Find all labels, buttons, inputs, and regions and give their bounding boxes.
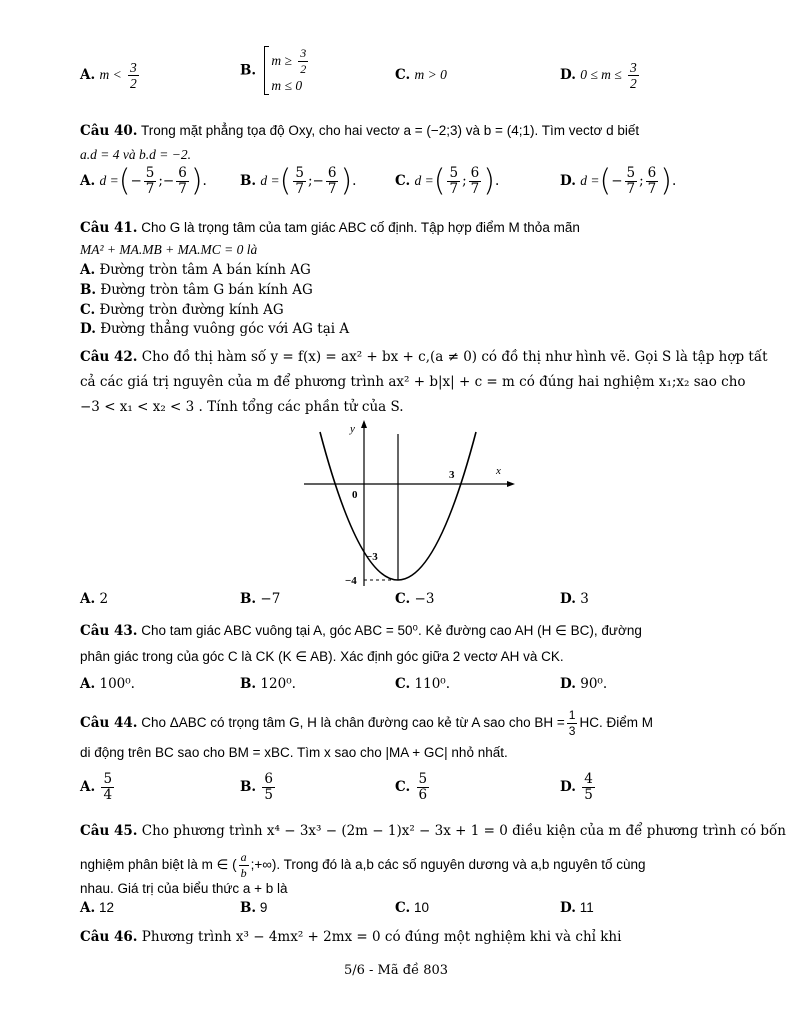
q41-text-line-2: MA² + MA.MB + MA.MC = 0 là xyxy=(80,242,258,257)
option-text: Đường tròn tâm A bán kính AG xyxy=(99,262,311,278)
sign: − xyxy=(312,173,324,189)
option-text: 2 xyxy=(99,591,109,607)
question-text: Trong mặt phẳng tọa độ Oxy, cho hai vectơ a = (−2;3) và b = (4;1). Tìm vectơ d biết xyxy=(141,123,640,138)
option-prefix: d = xyxy=(99,173,119,188)
option-label: C. xyxy=(395,67,411,83)
numerator: 1 xyxy=(568,708,576,722)
numerator: 3 xyxy=(130,60,137,75)
option-label: C. xyxy=(395,676,411,692)
q45-option-c xyxy=(395,899,429,917)
numerator: 5 xyxy=(418,771,428,787)
q43-text-line-1 xyxy=(80,622,712,640)
q42-text-line-1 xyxy=(80,348,768,366)
numerator: 5 xyxy=(295,165,304,181)
label-y: y xyxy=(350,423,355,435)
numerator: 3 xyxy=(629,60,637,75)
fraction xyxy=(447,166,460,197)
numerator: 4 xyxy=(584,771,593,787)
option-text: 0 ≤ m ≤ xyxy=(580,67,622,82)
option-text: 90⁰. xyxy=(580,676,608,692)
question-number: Câu 44. xyxy=(80,715,138,732)
q41-option-b xyxy=(80,281,712,299)
option-text: 100⁰. xyxy=(99,676,135,692)
q43-option-a xyxy=(80,675,135,693)
option-label: D. xyxy=(560,173,576,189)
option-prefix: d = xyxy=(414,173,434,188)
question-number: Câu 46. xyxy=(80,929,138,945)
denominator: 2 xyxy=(629,76,637,91)
numerator: 5 xyxy=(145,165,155,181)
question-text: nghiệm phân biệt là m ∈ ( xyxy=(80,857,237,873)
option-label: A. xyxy=(80,67,96,83)
option-label: B. xyxy=(80,282,97,298)
fraction xyxy=(469,166,482,197)
option-label: D. xyxy=(560,900,576,916)
option-label: A. xyxy=(80,900,96,916)
numerator: 3 xyxy=(300,46,307,60)
fraction xyxy=(176,166,189,197)
fraction xyxy=(625,166,638,197)
numerator: 5 xyxy=(103,771,113,787)
option-label: D. xyxy=(560,67,576,83)
q43-option-b xyxy=(240,675,296,693)
question-number: Câu 41. xyxy=(80,220,138,236)
option-text: Đường thẳng vuông góc với AG tại A xyxy=(100,321,350,337)
question-text: Cho tam giác ABC vuông tại A, góc ABC = 50⁰. Kẻ đường cao AH (H ∈ BC), đường xyxy=(141,623,642,638)
question-number: Câu 40. xyxy=(80,123,138,139)
option-label: D. xyxy=(560,779,576,795)
sign: − xyxy=(162,173,175,189)
label-x: x xyxy=(496,465,501,477)
q45-option-d xyxy=(560,899,594,917)
q39-option-d xyxy=(560,60,641,91)
q40-option-a: A. d =(− $\frac{5}{7}$ ;− $\frac{6}{7}$ ). xyxy=(80,163,207,199)
fraction xyxy=(582,772,595,803)
option-prefix: d = xyxy=(580,173,600,188)
numerator: 5 xyxy=(626,165,636,181)
option-label: B. xyxy=(240,676,257,692)
denominator: 2 xyxy=(300,62,307,76)
q42-text-line-2: cả các giá trị nguyên của m để phương trình ax² + b|x| + c = m có đúng hai nghiệm x₁;x₂ sao cho xyxy=(80,374,746,390)
q44-text-line-2: di động trên BC sao cho BM = xBC. Tìm x sao cho |MA + GC| nhỏ nhất. xyxy=(80,745,508,760)
y-axis-arrow xyxy=(361,420,367,428)
q41-text-line-1 xyxy=(80,219,712,237)
q43-option-d xyxy=(560,675,607,693)
q45-text-line-2 xyxy=(80,850,712,881)
q39-option-b xyxy=(240,46,310,95)
option-label: A. xyxy=(80,173,96,189)
q42-text-line-3: −3 < x₁ < x₂ < 3 . Tính tổng các phần tử của S. xyxy=(80,399,404,415)
option-text: m < xyxy=(99,67,122,82)
question-number: Câu 42. xyxy=(80,349,138,365)
fraction xyxy=(567,708,578,739)
fraction xyxy=(262,772,275,803)
numerator: 6 xyxy=(178,165,187,181)
q44-option-a xyxy=(80,772,116,803)
label-minus3: −3 xyxy=(366,551,378,563)
option-label: C. xyxy=(395,779,411,795)
denominator: 7 xyxy=(178,181,187,197)
option-text: −7 xyxy=(260,591,281,607)
option-label: C. xyxy=(395,900,411,916)
option-label: C. xyxy=(80,302,96,318)
system-row-2: m ≤ 0 xyxy=(271,78,303,93)
option-label: A. xyxy=(80,779,96,795)
numerator: 6 xyxy=(647,165,657,181)
denominator: 7 xyxy=(647,181,657,197)
label-minus4: −4 xyxy=(345,575,357,587)
denominator: 4 xyxy=(103,787,113,803)
option-text: 11 xyxy=(579,900,594,915)
denominator: 7 xyxy=(470,181,480,197)
option-text: m > 0 xyxy=(414,67,447,82)
option-text: −3 xyxy=(414,591,435,607)
q43-option-c xyxy=(395,675,450,693)
q41-option-d xyxy=(80,320,712,338)
fraction xyxy=(298,46,308,77)
q45-option-b xyxy=(240,899,267,917)
q45-text-line-1 xyxy=(80,822,787,840)
fraction xyxy=(293,166,306,197)
option-label: D. xyxy=(80,321,96,337)
option-text: 10 xyxy=(413,900,430,915)
parabola-graph xyxy=(300,418,520,588)
fraction xyxy=(144,166,157,197)
q42-option-c xyxy=(395,590,434,608)
numerator: a xyxy=(240,850,247,864)
q42-option-a xyxy=(80,590,108,608)
fraction xyxy=(646,166,659,197)
question-text: Cho ΔABC có trọng tâm G, H là chân đường cao kẻ từ A sao cho BH = xyxy=(141,715,565,731)
option-text: 110⁰. xyxy=(414,676,450,692)
option-text: 120⁰. xyxy=(260,676,296,692)
fraction xyxy=(326,166,339,197)
q40-option-d: D. d =(− $\frac{5}{7}$ ; $\frac{6}{7}$ ). xyxy=(560,163,677,199)
denominator: b xyxy=(240,866,247,880)
q44-option-d xyxy=(560,772,597,803)
q41-option-c xyxy=(80,301,712,319)
denominator: 7 xyxy=(449,181,459,197)
denominator: 7 xyxy=(626,181,636,197)
fraction xyxy=(101,772,114,803)
option-text: 12 xyxy=(98,900,114,915)
q45-option-a xyxy=(80,899,114,917)
fraction xyxy=(239,850,249,881)
question-text: Phương trình x³ − 4mx² + 2mx = 0 có đúng một nghiệm khi và chỉ khi xyxy=(141,929,622,945)
q39-option-a xyxy=(80,60,141,91)
option-label: B. xyxy=(240,591,257,607)
question-text-post: ;+∞). Trong đó là a,b các số nguyên dương và a,b nguyên tố cùng xyxy=(250,857,646,873)
option-label: B. xyxy=(240,62,257,79)
page-footer: 5/6 - Mã đề 803 xyxy=(343,963,449,978)
option-label: C. xyxy=(395,173,411,189)
q45-text-line-3: nhau. Giá trị của biểu thức a + b là xyxy=(80,881,288,896)
denominator: 7 xyxy=(295,181,304,197)
denominator: 2 xyxy=(130,76,137,91)
denominator: 5 xyxy=(264,787,274,803)
sign: − xyxy=(130,173,142,189)
q42-option-d xyxy=(560,590,589,608)
numerator: 6 xyxy=(470,165,480,181)
fraction xyxy=(628,60,639,91)
q40-option-c: C. d =( $\frac{5}{7}$ ; $\frac{6}{7}$ ). xyxy=(395,163,500,199)
q46-text xyxy=(80,928,712,946)
q42-option-b xyxy=(240,590,280,608)
option-label: A. xyxy=(80,676,96,692)
q44-text-line-1 xyxy=(80,708,712,739)
denominator: 3 xyxy=(568,724,576,738)
question-text-post: HC. Điểm M xyxy=(579,715,653,731)
numerator: 6 xyxy=(264,771,274,787)
option-label: B. xyxy=(240,900,257,916)
denominator: 5 xyxy=(584,787,593,803)
question-text: Cho phương trình x⁴ − 3x³ − (2m − 1)x² − 3x + 1 = 0 điều kiện của m để phương trình có bốn xyxy=(141,823,787,839)
option-label: D. xyxy=(560,676,576,692)
option-label: B. xyxy=(240,173,257,189)
fraction xyxy=(417,772,430,803)
question-number: Câu 45. xyxy=(80,823,138,839)
label-origin: 0 xyxy=(352,489,358,501)
q40-text-line-1 xyxy=(80,122,712,140)
denominator: 7 xyxy=(327,181,337,197)
option-label: C. xyxy=(395,591,411,607)
x-axis-arrow xyxy=(507,481,515,487)
option-label: D. xyxy=(560,591,576,607)
option-label: B. xyxy=(240,779,257,795)
option-label: A. xyxy=(80,591,96,607)
option-prefix: d = xyxy=(260,173,280,188)
fraction xyxy=(128,60,139,91)
q44-option-c xyxy=(395,772,431,803)
option-text: Đường tròn đường kính AG xyxy=(99,302,284,318)
denominator: 7 xyxy=(145,181,155,197)
q39-option-c xyxy=(395,66,447,84)
option-label: A. xyxy=(80,262,96,278)
numerator: 6 xyxy=(327,165,337,181)
q40-text-line-2: a.d = 4 và b.d = −2. xyxy=(80,147,191,162)
q41-option-a xyxy=(80,261,712,279)
q43-text-line-2: phân giác trong của góc C là CK (K ∈ AB). Xác định góc giữa 2 vectơ AH và CK. xyxy=(80,649,564,664)
option-text: 9 xyxy=(259,900,268,915)
option-text: 3 xyxy=(580,591,589,607)
question-text: Cho đồ thị hàm số y = f(x) = ax² + bx + c,(a ≠ 0) có đồ thị như hình vẽ. Gọi S là tập hợp tất xyxy=(141,349,768,365)
numerator: 5 xyxy=(449,165,459,181)
question-number: Câu 43. xyxy=(80,623,138,639)
denominator: 6 xyxy=(418,787,428,803)
bracket-system xyxy=(264,46,310,95)
label-3: 3 xyxy=(449,469,455,481)
sign: − xyxy=(611,173,623,189)
system-row-1: m ≥ xyxy=(271,53,292,68)
option-text: Đường tròn tâm G bán kính AG xyxy=(100,282,313,298)
q44-option-b xyxy=(240,772,277,803)
q40-option-b: B. d =( $\frac{5}{7}$ ;− $\frac{6}{7}$ ). xyxy=(240,163,357,199)
question-text: Cho G là trọng tâm của tam giác ABC cố định. Tập hợp điểm M thỏa mãn xyxy=(141,220,580,235)
